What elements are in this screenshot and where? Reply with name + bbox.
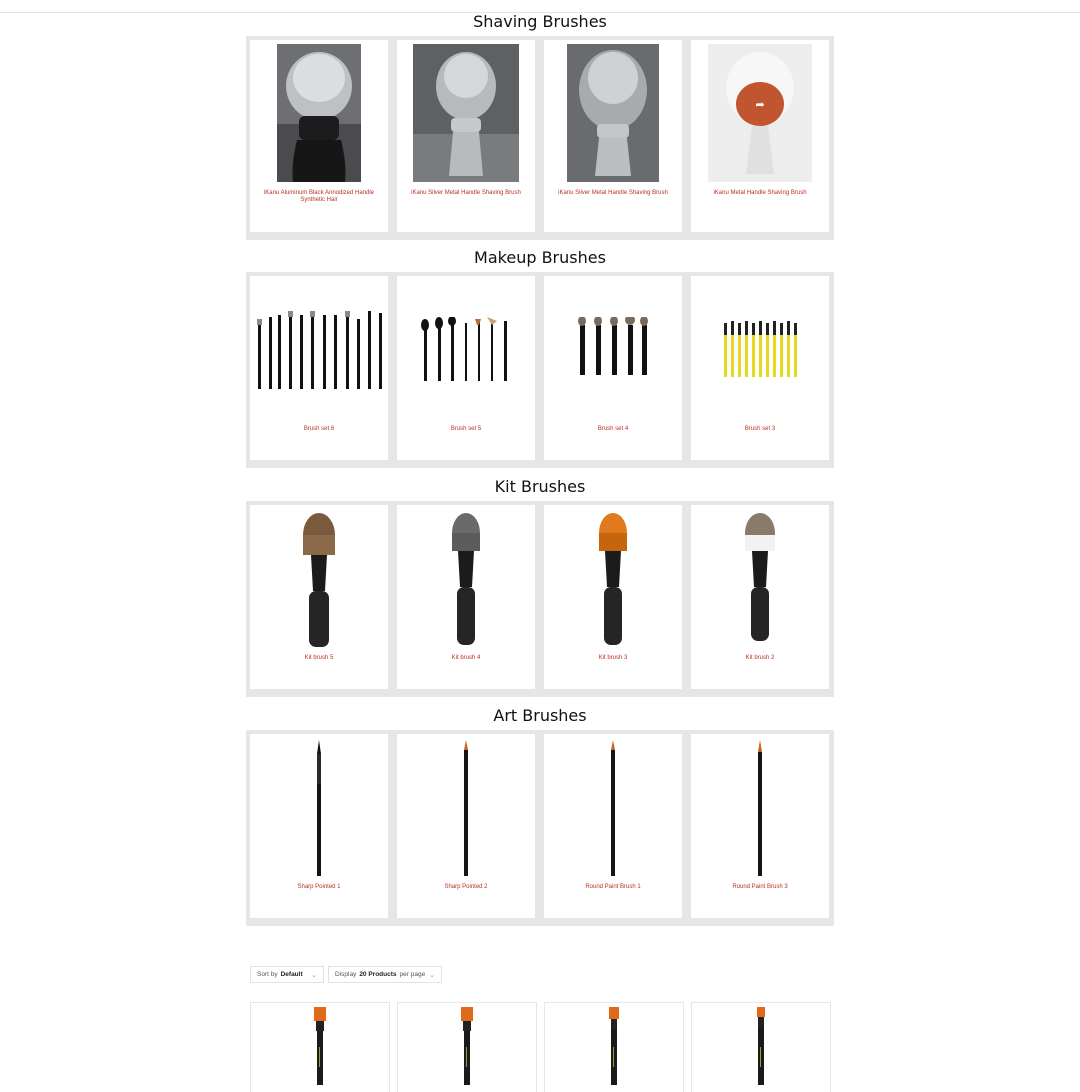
- product-card[interactable]: [250, 505, 388, 689]
- flat-brush-icon: [314, 1007, 326, 1085]
- product-card[interactable]: [397, 276, 535, 460]
- product-name[interactable]: iKanu Silver Metal Handle Shaving Brush: [411, 190, 521, 196]
- product-image[interactable]: [544, 316, 682, 376]
- product-name[interactable]: Brush set 5: [450, 426, 482, 432]
- display-value: 20 Products: [359, 971, 397, 978]
- product-image[interactable]: [397, 314, 535, 384]
- product-name[interactable]: Sharp Pointed 2: [444, 884, 488, 890]
- product-name[interactable]: iKanu Metal Handle Shaving Brush: [713, 190, 807, 196]
- product-name[interactable]: Brush set 6: [303, 426, 335, 432]
- shaving-brush-white-icon: [708, 44, 812, 182]
- product-name[interactable]: Brush set 3: [744, 426, 776, 432]
- product-name[interactable]: Kit brush 4: [451, 655, 481, 661]
- product-card[interactable]: [397, 1002, 537, 1092]
- product-name[interactable]: Round Paint Brush 3: [732, 884, 788, 890]
- section-title-shaving: Shaving Brushes: [473, 12, 607, 31]
- product-card[interactable]: [691, 734, 829, 918]
- kit-brush-icon: [595, 511, 631, 647]
- product-image[interactable]: [544, 738, 682, 878]
- product-card[interactable]: [397, 40, 535, 232]
- kit-brush-icon: [299, 511, 339, 647]
- product-card[interactable]: [250, 40, 388, 232]
- product-grid-art: [246, 730, 834, 926]
- section-title-art: Art Brushes: [493, 706, 587, 725]
- product-card[interactable]: [691, 1002, 831, 1092]
- shaving-brush-black-icon: [277, 44, 361, 182]
- product-image[interactable]: [691, 738, 829, 878]
- product-name[interactable]: Round Paint Brush 1: [585, 884, 641, 890]
- product-name[interactable]: Brush set 4: [597, 426, 629, 432]
- brush-set-icon: [254, 309, 384, 389]
- product-grid-makeup: [246, 272, 834, 468]
- chevron-down-icon: ⌄: [311, 971, 317, 979]
- product-card[interactable]: [544, 505, 682, 689]
- brush-set-icon: [722, 319, 798, 377]
- product-card[interactable]: [691, 276, 829, 460]
- display-suffix: per page: [399, 971, 426, 978]
- product-grid-listing: [250, 1002, 831, 1092]
- product-card[interactable]: [250, 276, 388, 460]
- product-grid-shaving: [246, 36, 834, 240]
- section-title-makeup: Makeup Brushes: [474, 248, 606, 267]
- art-brush-icon: [461, 740, 471, 876]
- product-card[interactable]: [250, 1002, 390, 1092]
- product-card[interactable]: [397, 505, 535, 689]
- flat-brush-icon: [756, 1007, 766, 1085]
- svg-text:➦: ➦: [755, 98, 765, 111]
- shaving-brush-silver-icon: [567, 44, 659, 182]
- product-name[interactable]: Sharp Pointed 1: [297, 884, 341, 890]
- product-name[interactable]: iKanu Aluminum Black Annodized Handle Synthetic Hair: [263, 190, 375, 203]
- product-card[interactable]: [544, 276, 682, 460]
- shaving-brush-silver-icon: [413, 44, 519, 182]
- product-image[interactable]: [397, 509, 535, 649]
- product-image[interactable]: [397, 738, 535, 878]
- sort-label: Sort by: [257, 971, 278, 978]
- product-image[interactable]: [544, 44, 682, 182]
- product-image[interactable]: [250, 304, 388, 394]
- product-card[interactable]: [691, 40, 829, 232]
- product-card[interactable]: [250, 734, 388, 918]
- art-brush-icon: [755, 740, 765, 876]
- product-card[interactable]: [691, 505, 829, 689]
- product-image[interactable]: [691, 509, 829, 649]
- art-brush-icon: [314, 740, 324, 876]
- sort-select[interactable]: [250, 966, 324, 983]
- flat-brush-icon: [461, 1007, 473, 1085]
- brush-set-icon: [421, 317, 511, 381]
- sort-value: Default: [280, 971, 303, 978]
- chevron-down-icon: ⌄: [429, 971, 435, 979]
- display-select[interactable]: [328, 966, 442, 983]
- brush-set-icon: [578, 317, 648, 375]
- product-image[interactable]: [250, 44, 388, 182]
- display-label: Display: [335, 971, 357, 978]
- product-card[interactable]: [397, 734, 535, 918]
- product-card[interactable]: [544, 1002, 684, 1092]
- flat-brush-icon: [609, 1007, 619, 1085]
- product-image[interactable]: [691, 44, 829, 182]
- product-name[interactable]: Kit brush 2: [745, 655, 775, 661]
- art-brush-icon: [608, 740, 618, 876]
- listing-controls: [250, 966, 442, 983]
- product-image[interactable]: [544, 509, 682, 649]
- product-card[interactable]: [544, 734, 682, 918]
- product-name[interactable]: Kit brush 5: [304, 655, 334, 661]
- section-title-kit: Kit Brushes: [494, 477, 586, 496]
- product-image[interactable]: [397, 44, 535, 182]
- product-image[interactable]: [250, 509, 388, 649]
- product-card[interactable]: [544, 40, 682, 232]
- product-image[interactable]: [691, 318, 829, 378]
- kit-brush-icon: [742, 511, 778, 647]
- product-grid-kit: [246, 501, 834, 697]
- product-name[interactable]: Kit brush 3: [598, 655, 628, 661]
- product-image[interactable]: [250, 738, 388, 878]
- kit-brush-icon: [448, 511, 484, 647]
- product-name[interactable]: iKanu Silver Metal Handle Shaving Brush: [558, 190, 668, 196]
